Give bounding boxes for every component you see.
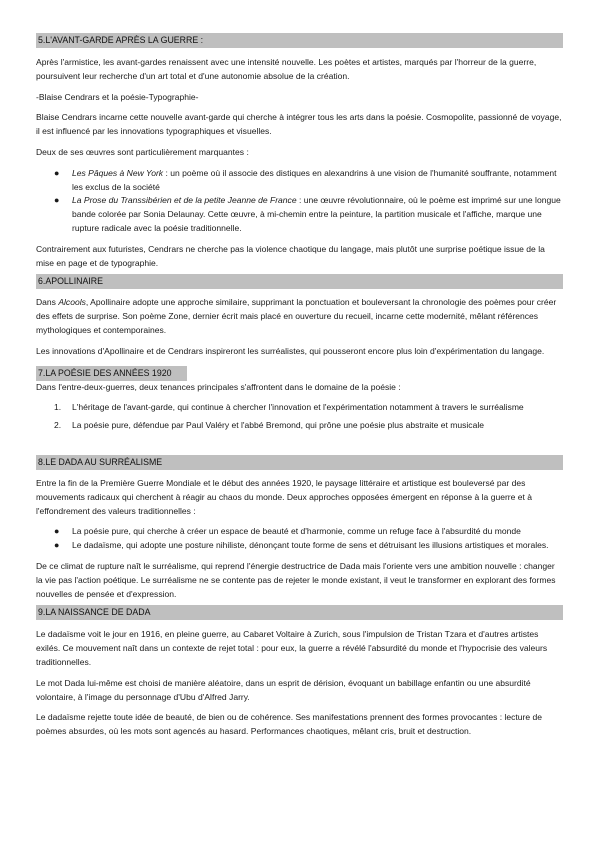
text-span: , Apollinaire adopte une approche similaire, supprimant la ponctuation et bouleversant la chronologie des poèmes pour créer des effets de surprise. Son poème Zone, dernier écrit mais placé en ouverture du recueil, incarne cette modernité, mêlant références mythologiques et contemporaines. <box>36 297 557 335</box>
text-span: Dans <box>36 297 59 308</box>
section-heading-7: 7.LA POÉSIE DES ANNÉES 1920 <box>36 366 187 381</box>
section-9-paragraph-2: Le mot Dada lui-même est choisi de manière aléatoire, dans un esprit de dérision, évoquant un babillage enfantin ou une absurdité volontaire, à l'image du personnage d'Ubu d'Alfred Jarry. <box>36 677 531 702</box>
bullet-icon: ● <box>54 526 60 537</box>
section-heading-9: 9.LA NAISSANCE DE DADA <box>36 605 563 620</box>
list-item-text: : un poème où il associe des distiques en alexandrins à une vision de l'humanité souffrante, notamment les exclus de la société <box>72 167 557 192</box>
list-number: 1. <box>54 402 62 413</box>
list-item <box>36 401 563 415</box>
list-item-text: : une œuvre révolutionnaire, où le poème est imprimé sur une longue bande colorée par Sonia Delaunay. Cette œuvre, à mi-chemin entre la peinture, la partition musicale et l'affiche, marque une rupture radicale avec la poésie traditionnelle. <box>72 195 561 233</box>
section-5-bullet-list <box>36 167 563 236</box>
section-7-paragraph-1: Dans l'entre-deux-guerres, deux tenances principales s'affrontent dans le domaine de la poésie : <box>36 381 401 392</box>
section-6-paragraph-1 <box>36 296 563 337</box>
list-item-text: La poésie pure, défendue par Paul Valéry et l'abbé Bremond, qui prône une poésie plus abstraite et musicale <box>72 420 484 431</box>
section-5-subtitle: -Blaise Cendrars et la poésie-Typographie- <box>36 91 199 102</box>
list-item-text: L'héritage de l'avant-garde, qui continue à chercher l'innovation et l'expérimentation notamment à travers le surréalisme <box>72 402 524 413</box>
work-title: Alcools <box>58 297 86 308</box>
list-item <box>36 167 563 195</box>
section-5-paragraph-4: Contrairement aux futuristes, Cendrars ne cherche pas la violence chaotique du langage, mais plutôt une surprise poétique issue de la mise en page et de typographie. <box>36 243 545 268</box>
section-heading-8: 8.LE DADA AU SURRÉALISME <box>36 455 563 470</box>
work-title: Les Pâques à New York <box>72 167 164 178</box>
section-9-paragraph-1: Le dadaïsme voit le jour en 1916, en pleine guerre, au Cabaret Voltaire à Zurich, sous l'impulsion de Tristan Tzara et d'autres artistes exilés. Ce mouvement naît dans un contexte de rejet total : pour eux, la guerre a révélé l'absurdité du monde et l'hypocrisie des valeurs traditionnelles. <box>36 629 548 667</box>
list-number: 2. <box>54 420 62 431</box>
list-item <box>36 525 563 539</box>
bullet-icon: ● <box>54 167 60 178</box>
section-5-paragraph-3: Deux de ses œuvres sont particulièrement marquantes : <box>36 146 249 157</box>
work-title: La Prose du Transsibérien et de la petite Jeanne de France <box>72 195 297 206</box>
section-heading-5: 5.L'AVANT-GARDE APRÈS LA GUERRE : <box>36 33 563 48</box>
section-9-paragraph-3: Le dadaïsme rejette toute idée de beauté, de bien ou de cohérence. Ses manifestations prennent des formes provocantes : lecture de poèmes absurdes, où les mots sont agencés au hasard. Performances chaotiques, mêlant cris, bruit et destruction. <box>36 712 543 737</box>
section-6-paragraph-2: Les innovations d'Apollinaire et de Cendrars inspireront les surréalistes, qui pousseront encore plus loin d'expérimentation du langage. <box>36 345 545 356</box>
list-item <box>36 419 563 433</box>
section-7-numbered-list <box>36 401 563 433</box>
section-8-bullet-list <box>36 525 563 553</box>
bullet-icon: ● <box>54 195 60 206</box>
bullet-icon: ● <box>54 540 60 551</box>
document-page <box>36 33 563 739</box>
section-heading-6: 6.APOLLINAIRE <box>36 274 563 289</box>
section-5-paragraph-2: Blaise Cendrars incarne cette nouvelle avant-garde qui cherche à intégrer tous les arts dans la poésie. Cosmopolite, passionné de voyage, il est influencé par les innovations typographiques et visuelles. <box>36 112 562 137</box>
section-8-paragraph-1: Entre la fin de la Première Guerre Mondiale et le début des années 1920, le paysage littéraire et artistique est bouleversé par des mouvements radicaux qui cherchent à réagir au chaos du monde. Deux approches opposées émergent en réponse à la guerre et à l'effondrement des valeurs traditionnelles : <box>36 477 533 516</box>
section-8-paragraph-2: De ce climat de rupture naît le surréalisme, qui reprend l'énergie destructrice de Dada mais l'oriente vers une ambition nouvelle : changer la vie pas l'action poétique. Le surréalisme ne se contente pas de rejeter le monde existant, il veut le transformer en explorant des formes nouvelles de pensée et d'expression. <box>36 560 556 599</box>
section-5-paragraph-1: Après l'armistice, les avant-gardes renaissent avec une intensité nouvelle. Les poètes et artistes, marqués par l'horreur de la guerre, poursuivent leur recherche d'un art total et d'une autonomie absolue de la création. <box>36 57 537 81</box>
list-item <box>36 194 563 235</box>
list-item-text: La poésie pure, qui cherche à créer un espace de beauté et d'harmonie, comme un refuge face à l'absurdité du monde <box>72 526 521 537</box>
list-item-text: Le dadaïsme, qui adopte une posture nihiliste, dénonçant toute forme de sens et détruisant les illusions artistiques et morales. <box>72 540 549 551</box>
list-item <box>36 539 563 553</box>
